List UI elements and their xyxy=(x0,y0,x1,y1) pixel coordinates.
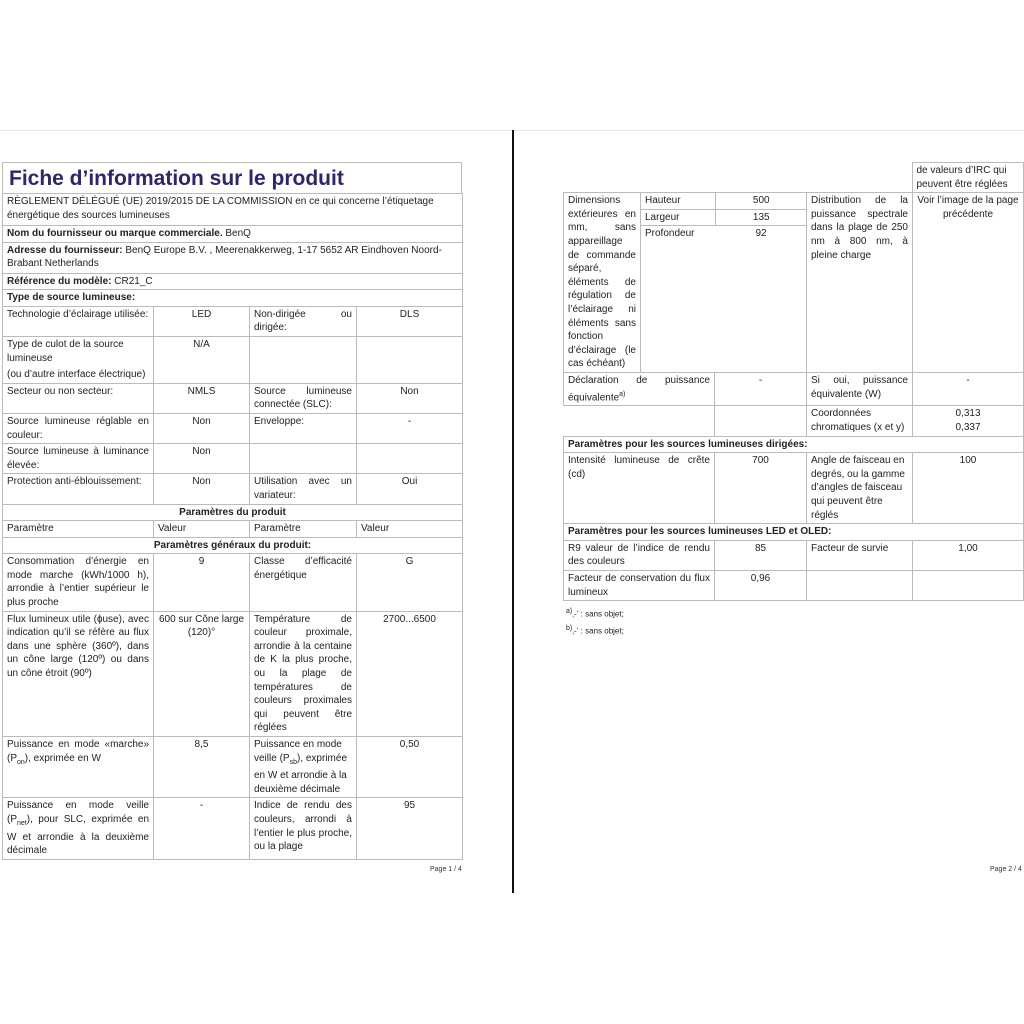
flux-value: 600 sur Cône large (120)° xyxy=(154,611,250,736)
tech-label: Technologie d’éclairage utilisée: xyxy=(3,306,154,336)
equiv-power-label: Si oui, puissance équivalente (W) xyxy=(807,372,913,406)
supplier-name-row xyxy=(3,226,463,243)
product-params-header: Paramètres du produit xyxy=(3,504,463,521)
dims-subtable xyxy=(641,193,807,242)
color-tunable-label: Source lumineuse réglable en couleur: xyxy=(3,413,154,443)
empty-cell xyxy=(913,570,1024,600)
empty-cell xyxy=(250,336,357,383)
envelope-label: Enveloppe: xyxy=(250,413,357,443)
cct-value: 2700...6500 xyxy=(357,611,463,736)
depth-value: 92 xyxy=(755,228,767,240)
page-1 xyxy=(2,162,462,860)
nondirected-value: DLS xyxy=(357,306,463,336)
beam-value: 100 xyxy=(913,453,1024,524)
col-header-value: Valeur xyxy=(357,521,463,538)
cct-label: Température de couleur proximale, arrondie à la centaine de K la plus proche, ou la plage de températures de couleurs proximales qui peuvent être réglées xyxy=(250,611,357,736)
page-title: Fiche d’information sur le produit xyxy=(2,162,462,193)
dimensions-table xyxy=(563,192,1024,601)
connected-label: Source lumineuse connectée (SLC): xyxy=(250,383,357,413)
pnet-label: Puissance en mode veille $(P_{net})$, pour SLC, exprimée en W et arrondie à la deuxième décimale xyxy=(3,798,154,859)
spectral-value: Voir l’image de la page précédente xyxy=(913,193,1024,373)
dimmable-value: Oui xyxy=(357,474,463,504)
page-2 xyxy=(563,162,1023,638)
empty-cell xyxy=(250,444,357,474)
cap-value: N/A xyxy=(154,336,250,383)
supplier-name: BenQ xyxy=(225,228,251,239)
equiv-value: - xyxy=(715,372,807,406)
empty-cell xyxy=(357,336,463,383)
dimmable-label: Utilisation avec un variateur: xyxy=(250,474,357,504)
cri-value: 95 xyxy=(357,798,463,859)
spectral-label: Distribution de la puissance spectrale dans la plage de 250 nm à 800 nm, à pleine charge xyxy=(807,193,913,373)
supplier-address: BenQ Europe B.V. , Meerenakkerweg, 1-17 5652 AR Eindhoven Noord-Brabant Netherlands xyxy=(7,244,442,270)
survival-label: Facteur de survie xyxy=(807,540,913,570)
dims-values xyxy=(641,193,807,373)
dims-label: Dimensions extérieures en mm, sans appareillage de commande séparé, éléments de régulation de l’éclairage ni éléments sans fonction d’éclairage (le cas échéant) xyxy=(564,193,641,373)
equiv-label: Déclaration de puissance équivalente$^{a)}$ xyxy=(564,372,715,406)
product-info-table-continued xyxy=(563,162,1024,193)
pon-label: Puissance en mode «marche» $(P_{on})$, exprimée en W xyxy=(3,737,154,798)
class-label: Classe d’efficacité énergétique xyxy=(250,554,357,611)
footnote-b: b)‚-‘ : sans objet; xyxy=(566,624,624,636)
model-value: CR21_C xyxy=(114,275,153,287)
width-label: Largeur xyxy=(641,209,715,226)
depth-label: Profondeur xyxy=(645,228,695,240)
tech-value: LED xyxy=(154,306,250,336)
col-header-param: Paramètre xyxy=(250,521,357,538)
footnotes xyxy=(566,605,1023,638)
mains-label: Secteur ou non secteur: xyxy=(3,383,154,413)
energy-value: 9 xyxy=(154,554,250,611)
antiglare-label: Protection anti-éblouissement: xyxy=(3,474,154,504)
equiv-power-value: - xyxy=(913,372,1024,406)
directed-header: Paramètres pour les sources lumineuses dirigées: xyxy=(564,436,1024,453)
general-params-header: Paramètres généraux du produit: xyxy=(3,537,463,554)
regulation-text: RÈGLEMENT DÉLÉGUÉ (UE) 2019/2015 DE LA COMMISSION en ce qui concerne l’étiquetage énergétique des sources lumineuses xyxy=(3,194,463,226)
high-luminance-value: Non xyxy=(154,444,250,474)
cri-cont: de valeurs d’IRC qui peuvent être réglées xyxy=(912,163,1023,193)
empty-cell xyxy=(715,406,807,436)
chroma-label: Coordonnées chromatiques (x et y) xyxy=(807,406,913,436)
psb-label: Puissance en mode veille $(P_{sb})$, exprimée en W et arrondie à la deuxième décimale xyxy=(250,737,357,798)
r9-label: R9 valeur de l’indice de rendu des couleurs xyxy=(564,540,715,570)
color-tunable-value: Non xyxy=(154,413,250,443)
maintenance-label: Facteur de conservation du flux lumineux xyxy=(564,570,715,600)
supplier-name-label: Nom du fournisseur ou marque commerciale. xyxy=(7,228,223,239)
flux-label: Flux lumineux utile (ɸuse), avec indication qu’il se réfère au flux dans une sphère (360º), dans un cône large (120º) ou dans un cône étroit (90º) xyxy=(3,611,154,736)
high-luminance-label: Source lumineuse à luminance élevée: xyxy=(3,444,154,474)
empty-cell xyxy=(357,444,463,474)
intensity-label: Intensité lumineuse de crête (cd) xyxy=(564,453,715,524)
pnet-value: - xyxy=(154,798,250,859)
footnote-a: a)‚-‘ : sans objet; xyxy=(566,608,624,619)
height-value: 500 xyxy=(715,193,807,209)
cap-label: Type de culot de la source lumineuse (ou d’autre interface électrique) xyxy=(3,336,154,383)
psb-value: 0,50 xyxy=(357,737,463,798)
col-header-value: Valeur xyxy=(154,521,250,538)
beam-label: Angle de faisceau en degrés, ou la gamme d’angles de faisceau qui peuvent être réglés xyxy=(807,453,913,524)
connected-value: Non xyxy=(357,383,463,413)
page-divider xyxy=(512,130,514,893)
maintenance-value: 0,96 xyxy=(715,570,807,600)
led-header: Paramètres pour les sources lumineuses LED et OLED: xyxy=(564,524,1024,541)
cri-label: Indice de rendu des couleurs, arrondi à l’entier le plus proche, ou la plage xyxy=(250,798,357,859)
col-header-param: Paramètre xyxy=(3,521,154,538)
product-info-table xyxy=(2,193,463,860)
supplier-address-row xyxy=(3,242,463,273)
class-value: G xyxy=(357,554,463,611)
r9-value: 85 xyxy=(715,540,807,570)
page-number-1: Page 1 / 4 xyxy=(430,866,462,873)
energy-label: Consommation d’énergie en mode marche (kWh/1000 h), arrondie à l’entier supérieur le plus proche xyxy=(3,554,154,611)
empty-cell xyxy=(564,406,715,436)
antiglare-value: Non xyxy=(154,474,250,504)
model-label: Référence du modèle: xyxy=(7,275,112,287)
model-row xyxy=(3,273,463,290)
page-number-2: Page 2 / 4 xyxy=(990,866,1022,873)
mains-value: NMLS xyxy=(154,383,250,413)
pon-value: 8,5 xyxy=(154,737,250,798)
envelope-value: - xyxy=(357,413,463,443)
supplier-address-label: Adresse du fournisseur: xyxy=(7,244,123,256)
nondirected-label: Non-dirigée ou dirigée: xyxy=(250,306,357,336)
empty-cell xyxy=(563,163,912,193)
height-label: Hauteur xyxy=(641,193,715,209)
intensity-value: 700 xyxy=(715,453,807,524)
survival-value: 1,00 xyxy=(913,540,1024,570)
source-type-header: Type de source lumineuse: xyxy=(3,290,463,307)
width-value: 135 xyxy=(715,209,807,226)
chroma-values: 0,313 0,337 xyxy=(913,406,1024,436)
empty-cell xyxy=(807,570,913,600)
